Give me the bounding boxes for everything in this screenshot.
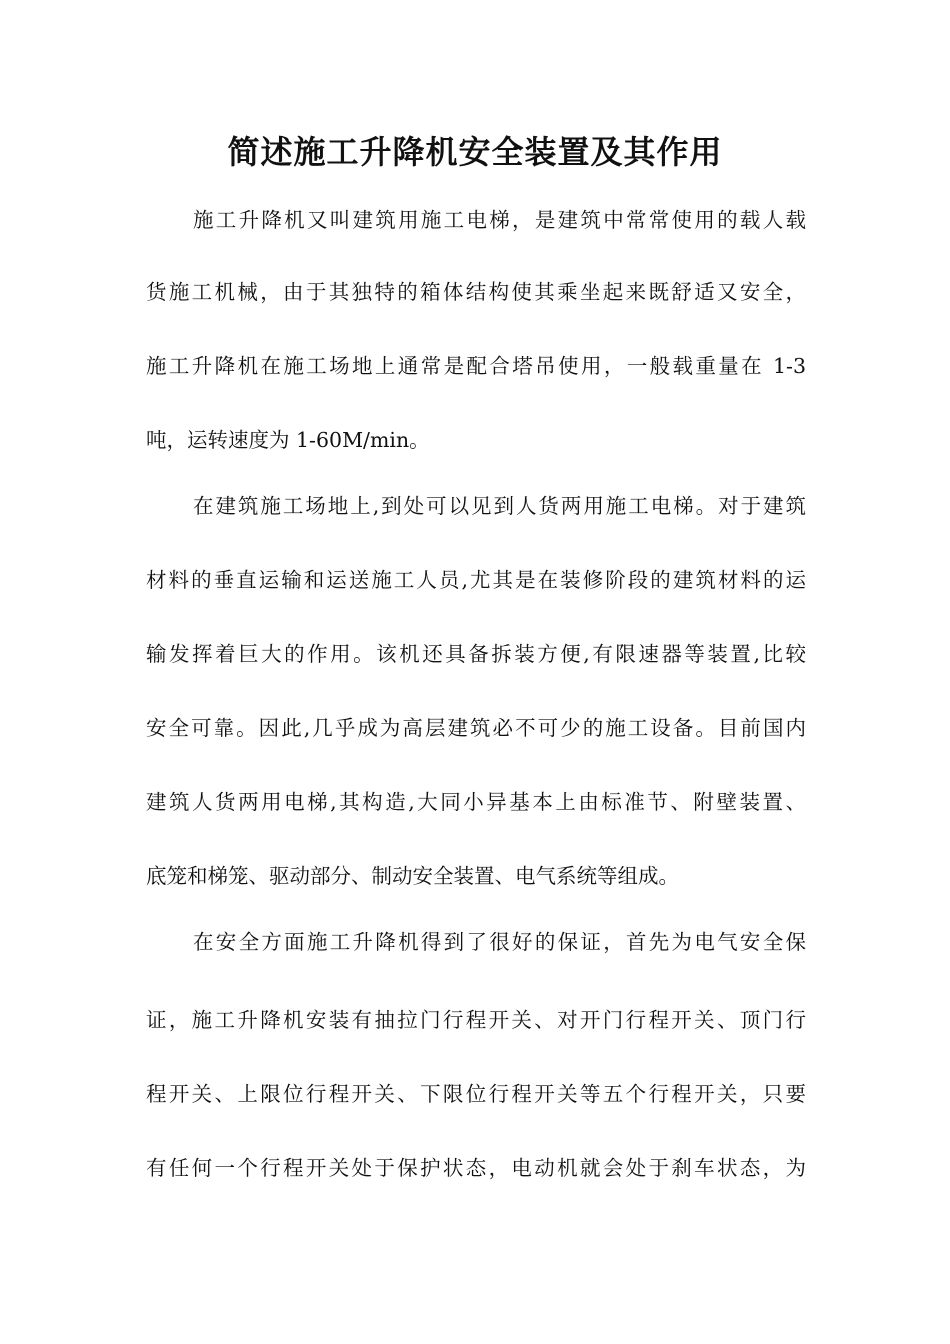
paragraph-2-line-3: 输发挥着巨大的作用。该机还具备拆装方便,有限速器等装置,比较: [146, 642, 806, 666]
paragraph-3-line-4: 有任何一个行程开关处于保护状态，电动机就会处于刹车状态，为: [146, 1156, 806, 1180]
document-title: 简述施工升降机安全装置及其作用: [227, 133, 723, 171]
paragraph-2-line-4: 安全可靠。因此,几乎成为高层建筑必不可少的施工设备。目前国内: [146, 716, 806, 740]
paragraph-1-line-3: 施工升降机在施工场地上通常是配合塔吊使用，一般载重量在 1-3: [146, 354, 806, 378]
paragraph-3-line-1: 在安全方面施工升降机得到了很好的保证，首先为电气安全保: [193, 930, 806, 954]
paragraph-2-line-6: 底笼和梯笼、驱动部分、制动安全装置、电气系统等组成。: [146, 864, 679, 888]
paragraph-1-line-4: 吨，运转速度为 1-60M/min。: [146, 428, 430, 452]
paragraph-3-line-3: 程开关、上限位行程开关、下限位行程开关等五个行程开关，只要: [146, 1082, 806, 1106]
paragraph-3-line-2: 证，施工升降机安装有抽拉门行程开关、对开门行程开关、顶门行: [146, 1008, 806, 1032]
paragraph-1-line-2: 货施工机械，由于其独特的箱体结构使其乘坐起来既舒适又安全，: [146, 280, 806, 304]
paragraph-1-line-1: 施工升降机又叫建筑用施工电梯，是建筑中常常使用的载人载: [193, 208, 806, 232]
paragraph-2-line-2: 材料的垂直运输和运送施工人员,尤其是在装修阶段的建筑材料的运: [146, 568, 806, 592]
paragraph-2-line-1: 在建筑施工场地上,到处可以见到人货两用施工电梯。对于建筑: [193, 494, 806, 518]
paragraph-2-line-5: 建筑人货两用电梯,其构造,大同小异基本上由标准节、附壁装置、: [146, 790, 806, 814]
